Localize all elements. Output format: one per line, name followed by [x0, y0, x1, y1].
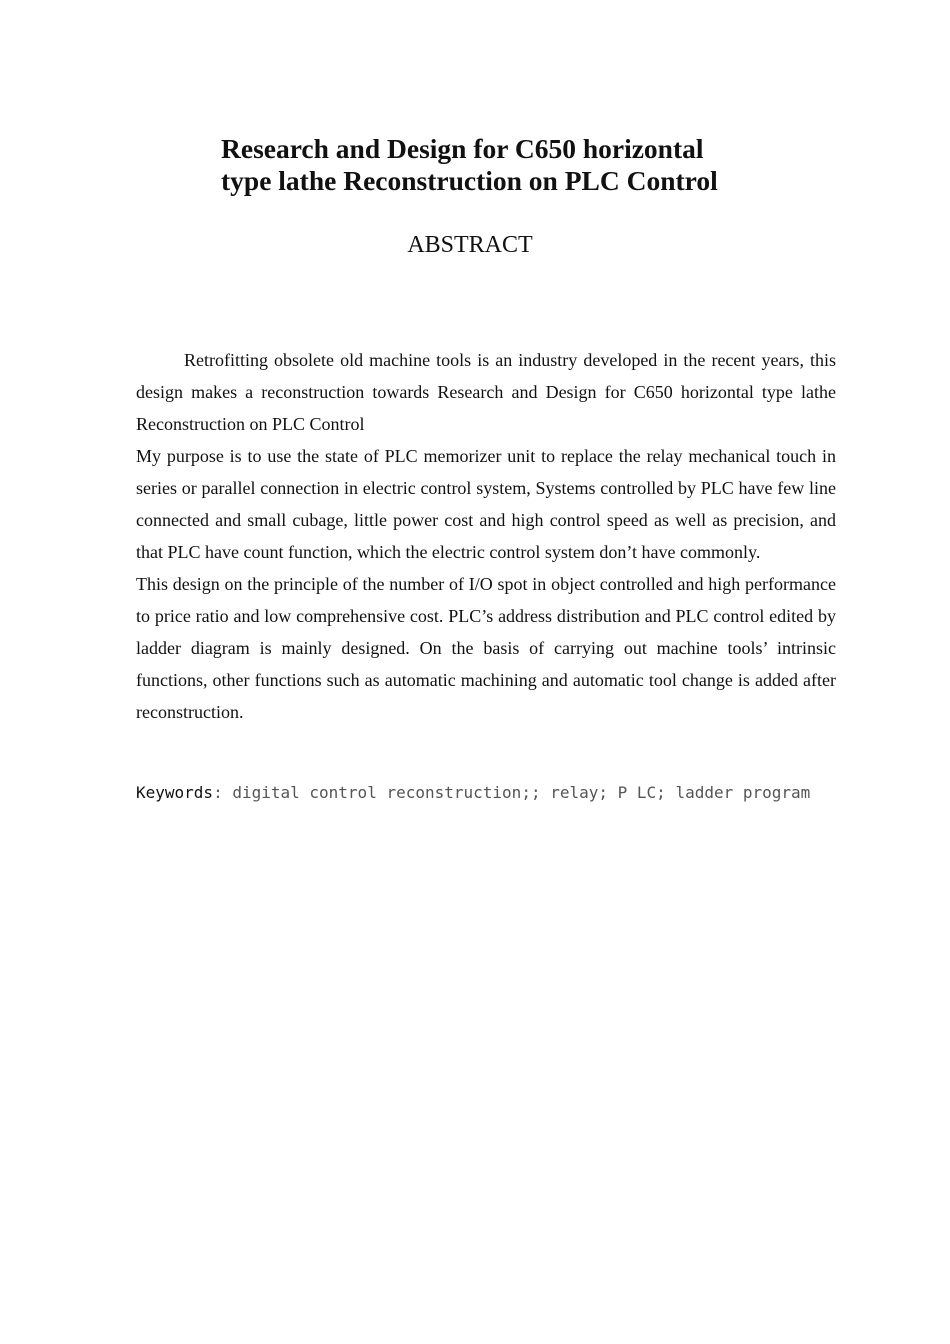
keywords-values: : digital control reconstruction;; relay; P LC; ladder program: [213, 783, 811, 802]
abstract-paragraph: This design on the principle of the number of I/O spot in object controlled and high performance to price ratio and low comprehensive cost. PLC’s address distribution and PLC control edited by ladder diagram is mainly designed. On the basis of carrying out machine tools’ intrinsic functions, other functions such as automatic machining and automatic tool change is added after reconstruction.: [136, 574, 836, 722]
keywords-label: Keywords: [136, 783, 214, 802]
document-title: [221, 133, 781, 197]
keywords-line: [136, 780, 856, 806]
abstract-heading: ABSTRACT: [407, 232, 533, 258]
abstract-paragraph: My purpose is to use the state of PLC memorizer unit to replace the relay mechanical touch in series or parallel connection in electric control system, Systems controlled by PLC have few line connected and small cubage, little power cost and high control speed as well as precision, and that PLC have count function, which the electric control system don’t have commonly.: [136, 446, 836, 562]
title-line-1: Research and Design for C650 horizontal: [221, 133, 704, 164]
title-line-2: type lathe Reconstruction on PLC Control: [221, 165, 718, 196]
abstract-body: [136, 344, 836, 728]
abstract-paragraph: Retrofitting obsolete old machine tools is an industry developed in the recent years, this design makes a reconstruction towards Research and Design for C650 horizontal type lathe Reconstruction on PLC Control: [136, 350, 836, 434]
